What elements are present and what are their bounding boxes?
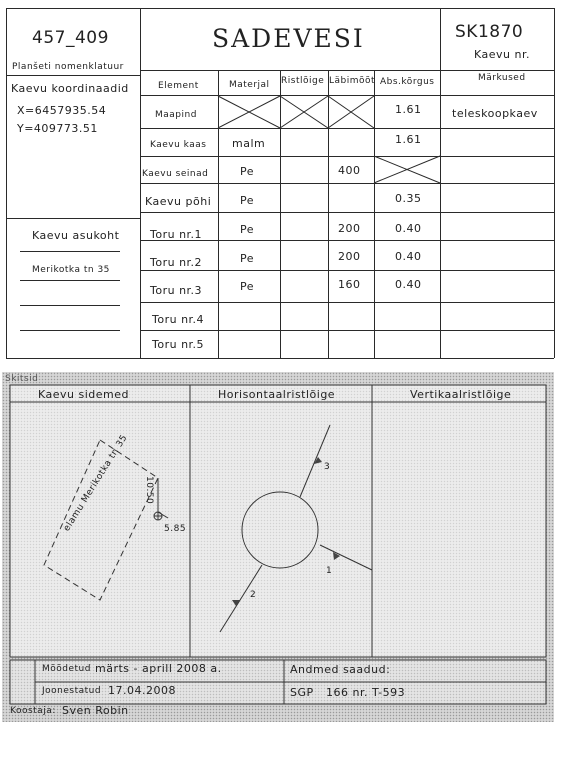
coord-y: Y=409773.51 <box>17 122 98 135</box>
col-header-notes: Märkused <box>478 73 526 83</box>
col-header-element: Element <box>158 81 199 91</box>
sketch-col-vertical: Vertikaalristlõige <box>410 388 512 401</box>
col-header-material: Materjal <box>229 80 270 90</box>
drawn-label: Joonestatud <box>42 686 102 696</box>
dimension-1: 10.50 <box>144 476 154 505</box>
col-header-diameter: Läbimõõt <box>329 76 376 86</box>
building-label: elamu Merikotka tn 35 <box>62 433 130 534</box>
page-title: SADEVESI <box>212 24 365 53</box>
author-value: Sven Robin <box>62 704 129 717</box>
sheet-label: Planšeti nomenklatuur <box>12 62 124 72</box>
well-number-label: Kaevu nr. <box>474 48 530 61</box>
location-address: Merikotka tn 35 <box>32 265 110 275</box>
pipe-label-1: 1 <box>326 566 333 576</box>
sheet-id: 457_409 <box>32 28 109 48</box>
measured-value: märts - aprill 2008 a. <box>95 662 222 675</box>
sketch-corner-label: Skitsid <box>5 374 39 384</box>
measured-label: Mõõdetud <box>42 664 91 674</box>
dimension-2: 5.85 <box>164 524 187 534</box>
data-source-label: Andmed saadud: <box>290 663 391 676</box>
coords-label: Kaevu koordinaadid <box>11 82 129 95</box>
data-source-prefix: SGP <box>290 686 314 699</box>
data-source-value: 166 nr. T-593 <box>326 686 406 699</box>
coord-x: X=6457935.54 <box>17 104 107 117</box>
pipe-label-3: 3 <box>324 462 331 472</box>
col-header-abs: Abs.kõrgus <box>380 77 435 87</box>
location-label: Kaevu asukoht <box>32 229 120 242</box>
sketch-col-horizontal: Horisontaalristlõige <box>218 388 336 401</box>
pipe-label-2: 2 <box>250 590 257 600</box>
col-header-section: Ristlõige <box>281 76 325 86</box>
well-number: SK1870 <box>455 22 524 42</box>
sketch-col-connections: Kaevu sidemed <box>38 388 130 401</box>
drawn-value: 17.04.2008 <box>108 684 176 697</box>
author-label: Koostaja: <box>10 706 56 716</box>
